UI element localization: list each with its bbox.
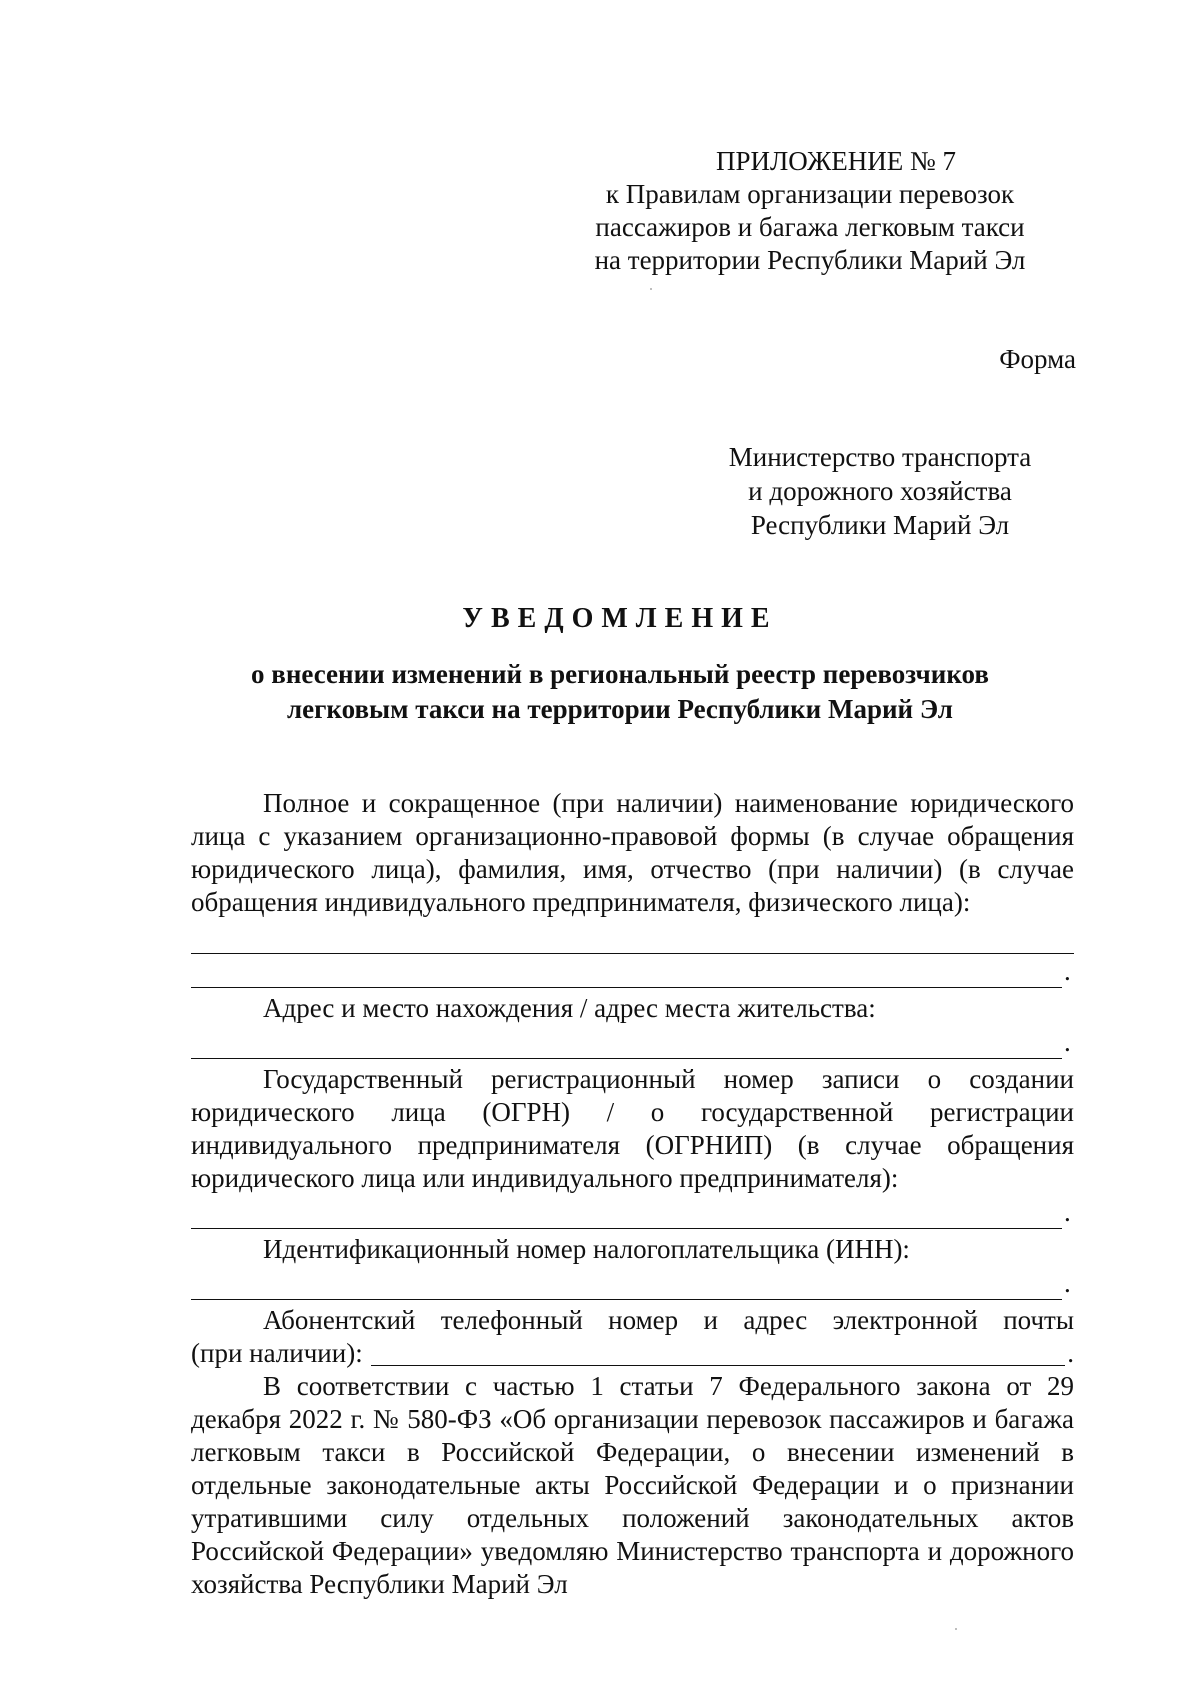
phone-field-row bbox=[191, 1337, 1074, 1370]
name-field-end-dot: . bbox=[1064, 956, 1071, 986]
inn-field-row bbox=[191, 1266, 1074, 1300]
annex-number: ПРИЛОЖЕНИЕ № 7 bbox=[715, 146, 957, 176]
inn-field-label: Идентификационный номер налогоплательщика (ИНН): bbox=[263, 1234, 910, 1264]
law-paragraph: В соответствии с частью 1 статьи 7 Федерального закона от 29 декабря 2022 г. № 580-ФЗ «Об организации перевозок пассажиров и багажа легковым такси в Российской Федерации, о внесении изменений в отдельные законодательные акты Российской Федерации и о признании утратившими силу отдельных положений законодательных актов Российской Федерации» уведомляю Министерство транспорта и дорожного хозяйства Республики Марий Эл bbox=[191, 1371, 1074, 1599]
annex-line-2: к Правилам организации перевозок bbox=[605, 179, 1015, 209]
scan-speck bbox=[650, 288, 652, 290]
ogrn-field-row bbox=[191, 1195, 1074, 1229]
name-field-line-2[interactable] bbox=[191, 963, 1062, 988]
inn-field-end-dot: . bbox=[1064, 1268, 1071, 1298]
addressee-line-3: Республики Марий Эл bbox=[750, 510, 1010, 540]
inn-field-line[interactable] bbox=[191, 1275, 1062, 1300]
scan-speck bbox=[955, 1628, 957, 1630]
name-field-label: Полное и сокращенное (при наличии) наименование юридического лица с указанием организационно-правовой формы (в случае обращения юридического лица), фамилия, имя, отчество (при наличии) (в случае обращения индивидуального предпринимателя, физического лица): bbox=[191, 788, 1074, 917]
name-field-line-2-row bbox=[191, 954, 1074, 988]
name-field-line-1[interactable] bbox=[191, 929, 1074, 954]
form-label: Форма bbox=[999, 344, 1076, 374]
phone-field-label: Абонентский телефонный номер и адрес электронной почты bbox=[263, 1305, 1074, 1335]
addressee-block bbox=[690, 440, 1070, 542]
addressee-line-2: и дорожного хозяйства bbox=[748, 476, 1012, 506]
subtitle-line-2: легковым такси на территории Республики Марий Эл bbox=[287, 694, 953, 724]
ogrn-field-line[interactable] bbox=[191, 1204, 1062, 1229]
subtitle-line-1: о внесении изменений в региональный реестр перевозчиков bbox=[251, 659, 989, 689]
annex-line-4: на территории Республики Марий Эл bbox=[594, 245, 1026, 275]
addressee-line-1: Министерство транспорта bbox=[728, 442, 1032, 472]
form-body bbox=[191, 787, 1074, 1601]
document-subtitle bbox=[0, 657, 1200, 727]
phone-field-line[interactable] bbox=[371, 1341, 1066, 1366]
address-field-label: Адрес и место нахождения / адрес места жительства: bbox=[263, 993, 876, 1023]
annex-line-3: пассажиров и багажа легковым такси bbox=[595, 212, 1025, 242]
ogrn-field-end-dot: . bbox=[1064, 1197, 1071, 1227]
address-field-row bbox=[191, 1025, 1074, 1059]
phone-field-label-cont: (при наличии): bbox=[191, 1338, 363, 1368]
ogrn-field-label: Государственный регистрационный номер записи о создании юридического лица (ОГРН) / о государственной регистрации индивидуального предпринимателя (ОГРНИП) (в случае обращения юридического лица или индивидуального предпринимателя): bbox=[191, 1064, 1074, 1193]
address-field-line[interactable] bbox=[191, 1034, 1062, 1059]
address-field-end-dot: . bbox=[1064, 1027, 1071, 1057]
document-title: УВЕДОМЛЕНИЕ bbox=[462, 603, 778, 634]
phone-field-end-dot: . bbox=[1067, 1338, 1074, 1368]
annex-header bbox=[560, 145, 1060, 277]
